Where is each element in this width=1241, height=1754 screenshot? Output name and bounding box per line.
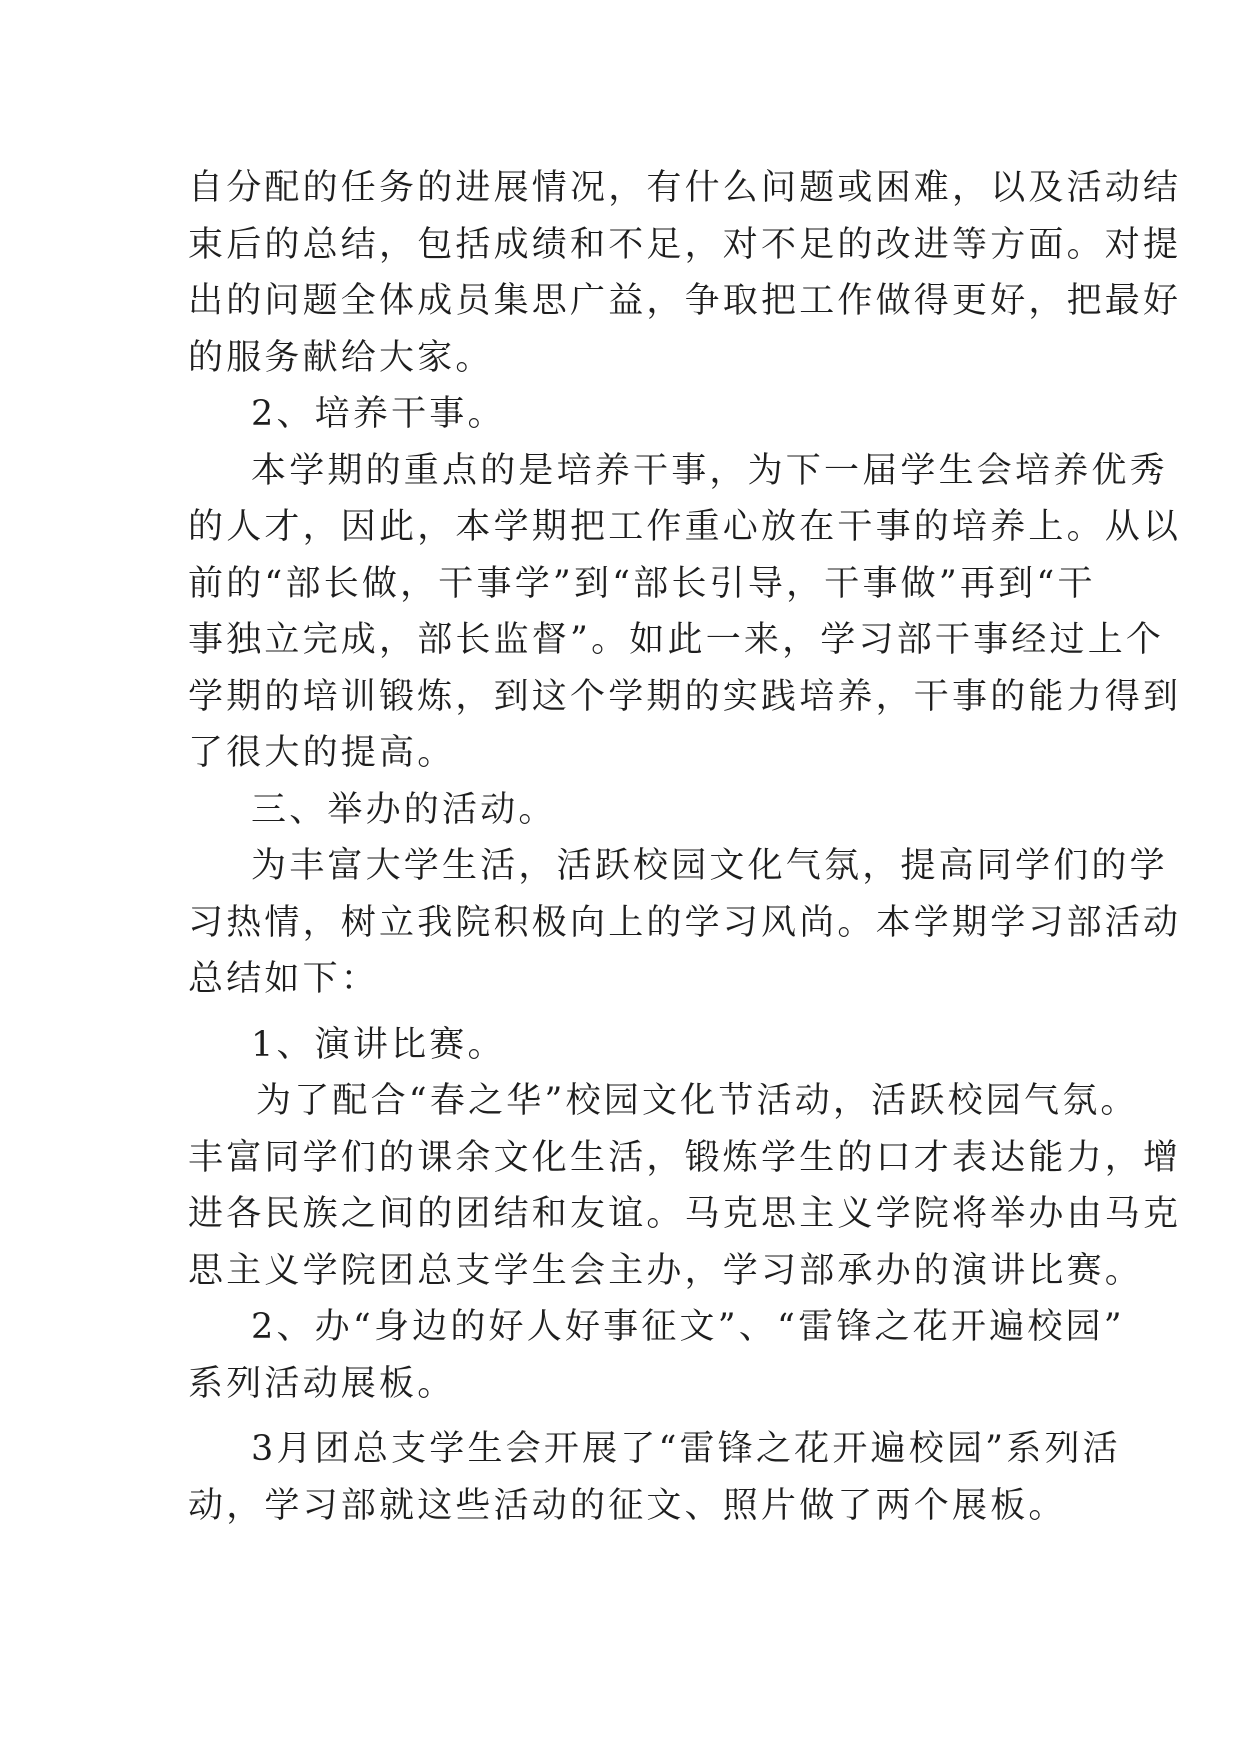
text-line: 系列活动展板。 [188,1363,456,1404]
text-line: 丰富同学们的课余文化生活，锻炼学生的口才表达能力，增 [188,1137,1182,1178]
text-line: 3月团总支学生会开展了“雷锋之花开遍校园”系列活 [251,1429,1121,1469]
text-line: 的服务献给大家。 [188,337,494,378]
document-body [188,160,1182,1534]
text-line: 本学期的重点的是培养干事，为下一届学生会培养优秀 [251,450,1168,491]
text-line: 习热情，树立我院积极向上的学习风尚。本学期学习部活动 [188,902,1182,943]
section-heading: 2、办“身边的好人好事征文”、“雷锋之花开遍校园” [251,1307,1125,1347]
text-line: 事独立完成，部长监督”。如此一来，学习部干事经过上个 [188,620,1165,660]
text-line: 为丰富大学生活，活跃校园文化气氛，提高同学们的学 [251,846,1168,886]
section-heading: 1、演讲比赛。 [251,1024,506,1065]
text-line: 了很大的提高。 [188,733,456,773]
text-line: 进各民族之间的团结和友谊。马克思主义学院将举办由马克 [188,1194,1182,1234]
text-line: 动，学习部就这些活动的征文、照片做了两个展板。 [188,1485,1067,1526]
text-line: 自分配的任务的进展情况，有什么问题或困难，以及活动结 [188,168,1182,208]
text-line: 总结如下： [188,959,380,999]
section-heading: 2、培养干事。 [251,394,506,434]
text-line: 的人才，因此，本学期把工作重心放在干事的培养上。从以 [188,507,1182,547]
text-line: 思主义学院团总支学生会主办，学习部承办的演讲比赛。 [188,1250,1144,1291]
text-line: 束后的总结，包括成绩和不足，对不足的改进等方面。对提 [188,224,1182,265]
section-heading: 三、举办的活动。 [251,789,557,830]
text-line: 出的问题全体成员集思广益，争取把工作做得更好，把最好 [188,281,1182,321]
text-line: 为了配合“春之华”校园文化节活动，活跃校园气氛。 [256,1081,1139,1121]
text-line: 前的“部长做，干事学”到“部长引导，干事做”再到“干 [188,563,1096,604]
text-line: 学期的培训锻炼，到这个学期的实践培养，干事的能力得到 [188,676,1182,717]
